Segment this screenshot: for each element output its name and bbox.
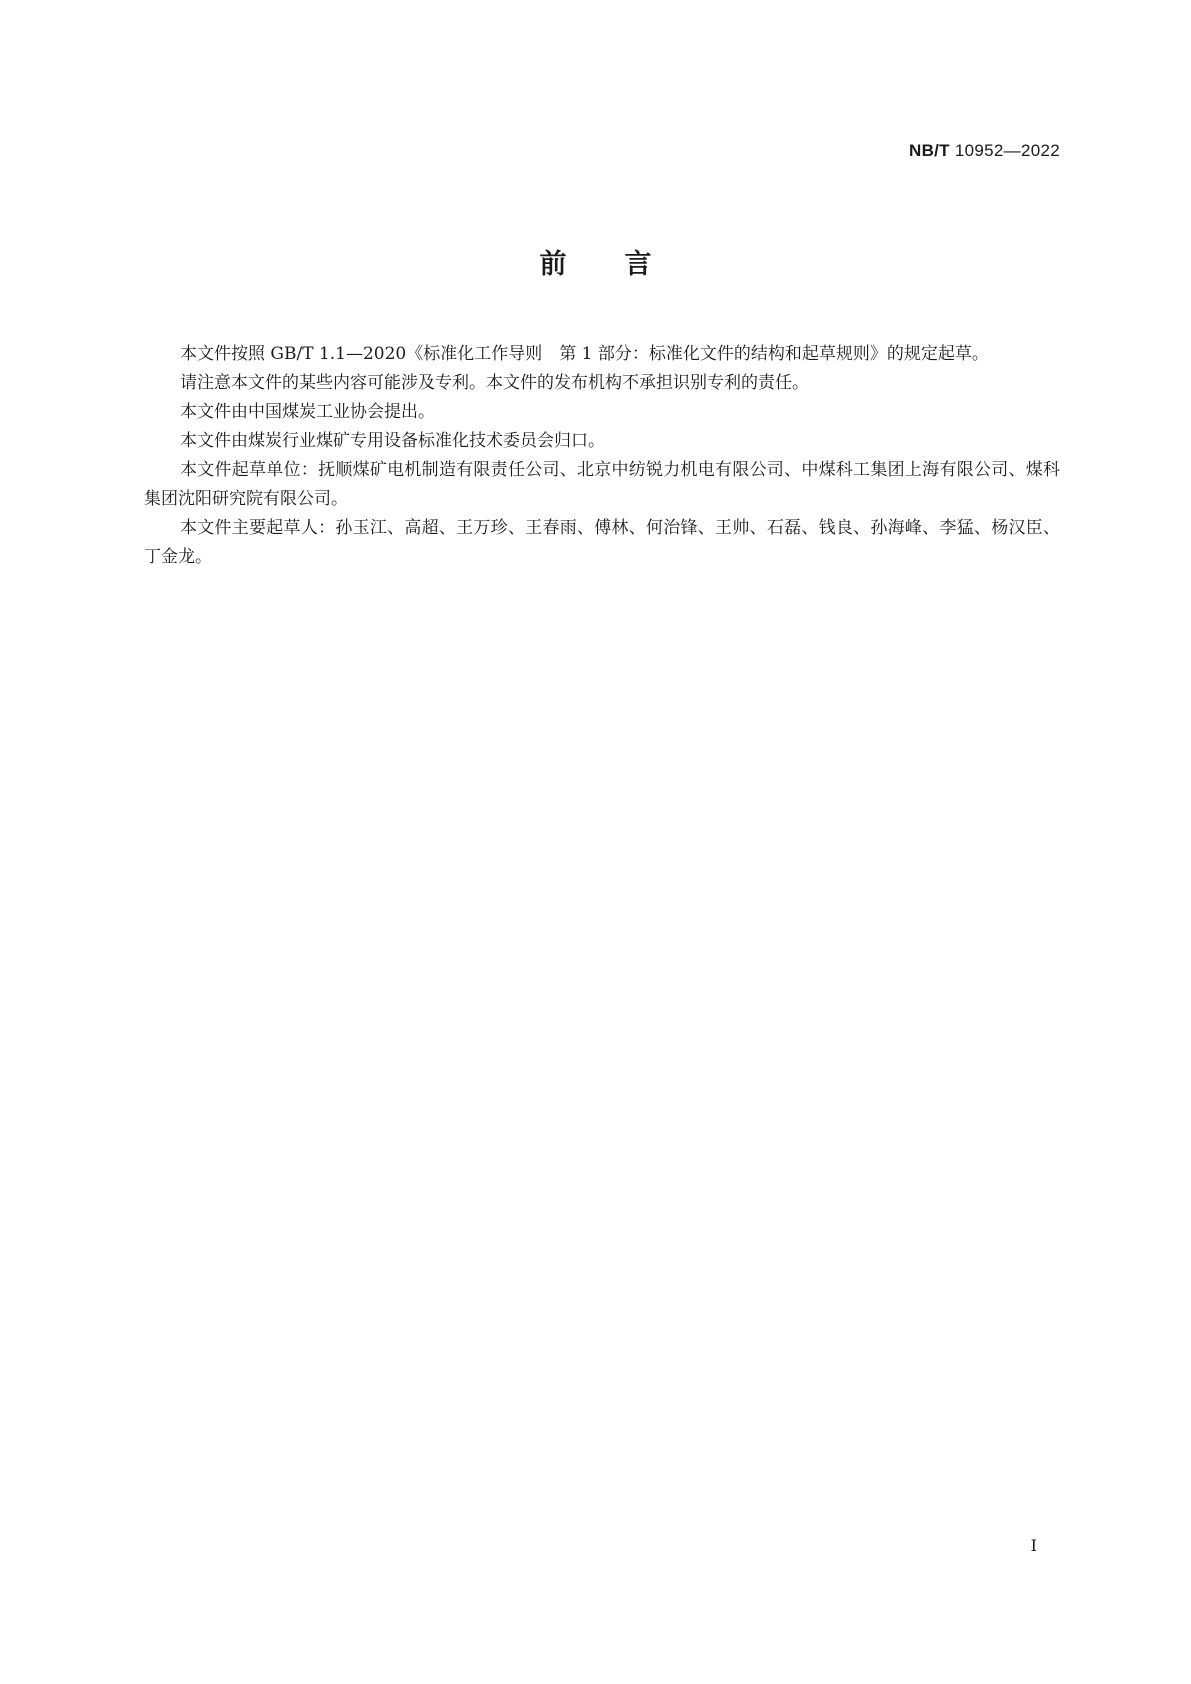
paragraph-drafting-units: 本文件起草单位：抚顺煤矿电机制造有限责任公司、北京中纺锐力机电有限公司、中煤科工集团上海有限公司、煤科集团沈阳研究院有限公司。 <box>144 460 1060 509</box>
paragraph-drafting-rules: 本文件按照 GB/T 1.1—2020《标准化工作导则 第 1 部分：标准化文件的结构和起草规则》的规定起草。 <box>180 344 989 364</box>
standard-code <box>909 141 1060 161</box>
foreword-body <box>144 340 1060 572</box>
standard-code-prefix: NB/T <box>909 141 950 160</box>
paragraph-proposer: 本文件由中国煤炭工业协会提出。 <box>180 402 435 422</box>
paragraph-patent-notice: 请注意本文件的某些内容可能涉及专利。本文件的发布机构不承担识别专利的责任。 <box>180 373 809 393</box>
page-number: I <box>1030 1536 1037 1555</box>
paragraph-drafters: 本文件主要起草人：孙玉江、高超、王万珍、王春雨、傅林、何治锋、王帅、石磊、钱良、孙海峰、李猛、杨汉臣、丁金龙。 <box>144 518 1060 567</box>
paragraph-technical-committee: 本文件由煤炭行业煤矿专用设备标准化技术委员会归口。 <box>180 431 605 451</box>
page-title: 前言 <box>539 249 710 280</box>
standard-code-number: 10952—2022 <box>954 141 1060 160</box>
